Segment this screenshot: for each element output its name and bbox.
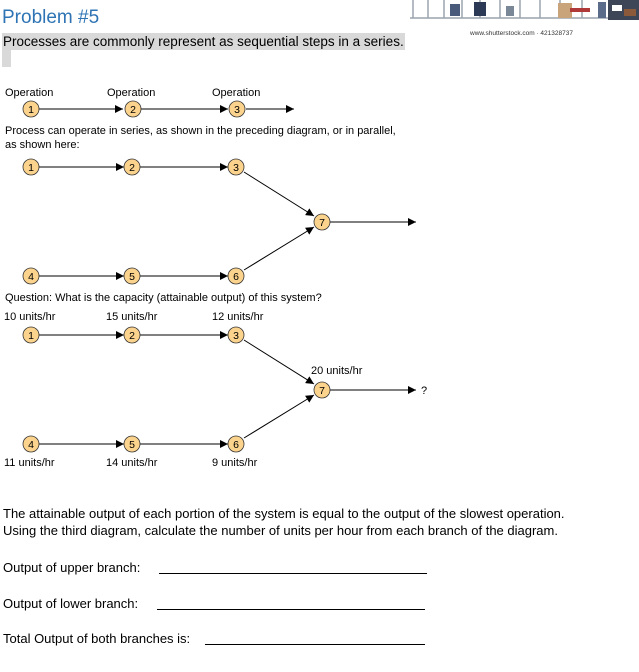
instructions-line: The attainable output of each portion of the system is equal to the output of the slowest operation. [3,506,565,521]
operation-node [124,159,140,175]
operation-node [228,327,244,343]
flow-arrow [244,172,314,216]
operation-node [23,327,39,343]
rate-label: 10 units/hr [4,311,56,323]
operation-label: Operation [5,87,54,99]
operation-label: Operation [107,87,156,99]
operation-node-number: 2 [130,104,136,116]
operation-node [23,436,39,452]
operation-node-number: 1 [28,104,34,116]
question-text: Question: What is the capacity (attainable output) of this system? [5,292,322,304]
upper-branch-label: Output of upper branch: [3,560,141,575]
operation-node [228,159,244,175]
operation-node [124,436,140,452]
flow-arrow [244,395,314,438]
merge-node [314,382,330,398]
operation-node-number: 3 [233,330,239,342]
flow-arrow [244,340,314,384]
rate-label: 12 units/hr [212,311,264,323]
operation-node [228,436,244,452]
operation-node-number: 2 [129,162,135,174]
operation-node-number: 3 [234,104,240,116]
rate-label: 9 units/hr [212,457,258,469]
upper-branch-answer-line[interactable] [159,573,427,574]
operation-node-number: 1 [28,330,34,342]
subtitle: Processes are commonly represent as sequential steps in a series. [3,34,404,49]
operation-node-number: 6 [233,439,239,451]
operation-label: Operation [212,87,261,99]
stock-credit: www.shutterstock.com · 421328737 [470,30,573,37]
operation-node [23,101,39,117]
page-title: Problem #5 [2,7,100,28]
rate-label: 20 units/hr [311,365,363,377]
operation-node [228,268,244,284]
operation-node [23,268,39,284]
instructions-line: Using the third diagram, calculate the number of units per hour from each branch of the diagram. [3,523,558,538]
total-output-label: Total Output of both branches is: [3,631,191,646]
merge-node [314,214,330,230]
series-diagram [5,87,294,117]
output-question-mark: ? [421,385,428,397]
operation-node-number: 4 [28,439,34,451]
operation-node [23,159,39,175]
description-line: Process can operate in series, as shown in the preceding diagram, or in parallel, [5,125,396,137]
parallel-diagram [23,159,416,284]
rate-label: 14 units/hr [106,457,158,469]
operation-node-number: 7 [319,217,325,229]
description-line: as shown here: [5,139,80,151]
operation-node [125,101,141,117]
rate-label: 15 units/hr [106,311,158,323]
rate-label: 11 units/hr [4,457,55,469]
operation-node-number: 2 [129,330,135,342]
operation-node-number: 5 [129,439,135,451]
operation-node-number: 7 [319,385,325,397]
operation-node [124,268,140,284]
operation-node-number: 6 [233,271,239,283]
operation-node-number: 5 [129,271,135,283]
lower-branch-answer-line[interactable] [157,609,425,610]
operation-node-number: 1 [28,162,34,174]
flow-arrow [244,227,314,270]
operation-node-number: 4 [28,271,34,283]
operation-node [124,327,140,343]
capacity-diagram [4,311,427,469]
lower-branch-label: Output of lower branch: [3,596,139,611]
operation-node-number: 3 [233,162,239,174]
operation-node [229,101,245,117]
total-output-answer-line[interactable] [205,644,425,645]
